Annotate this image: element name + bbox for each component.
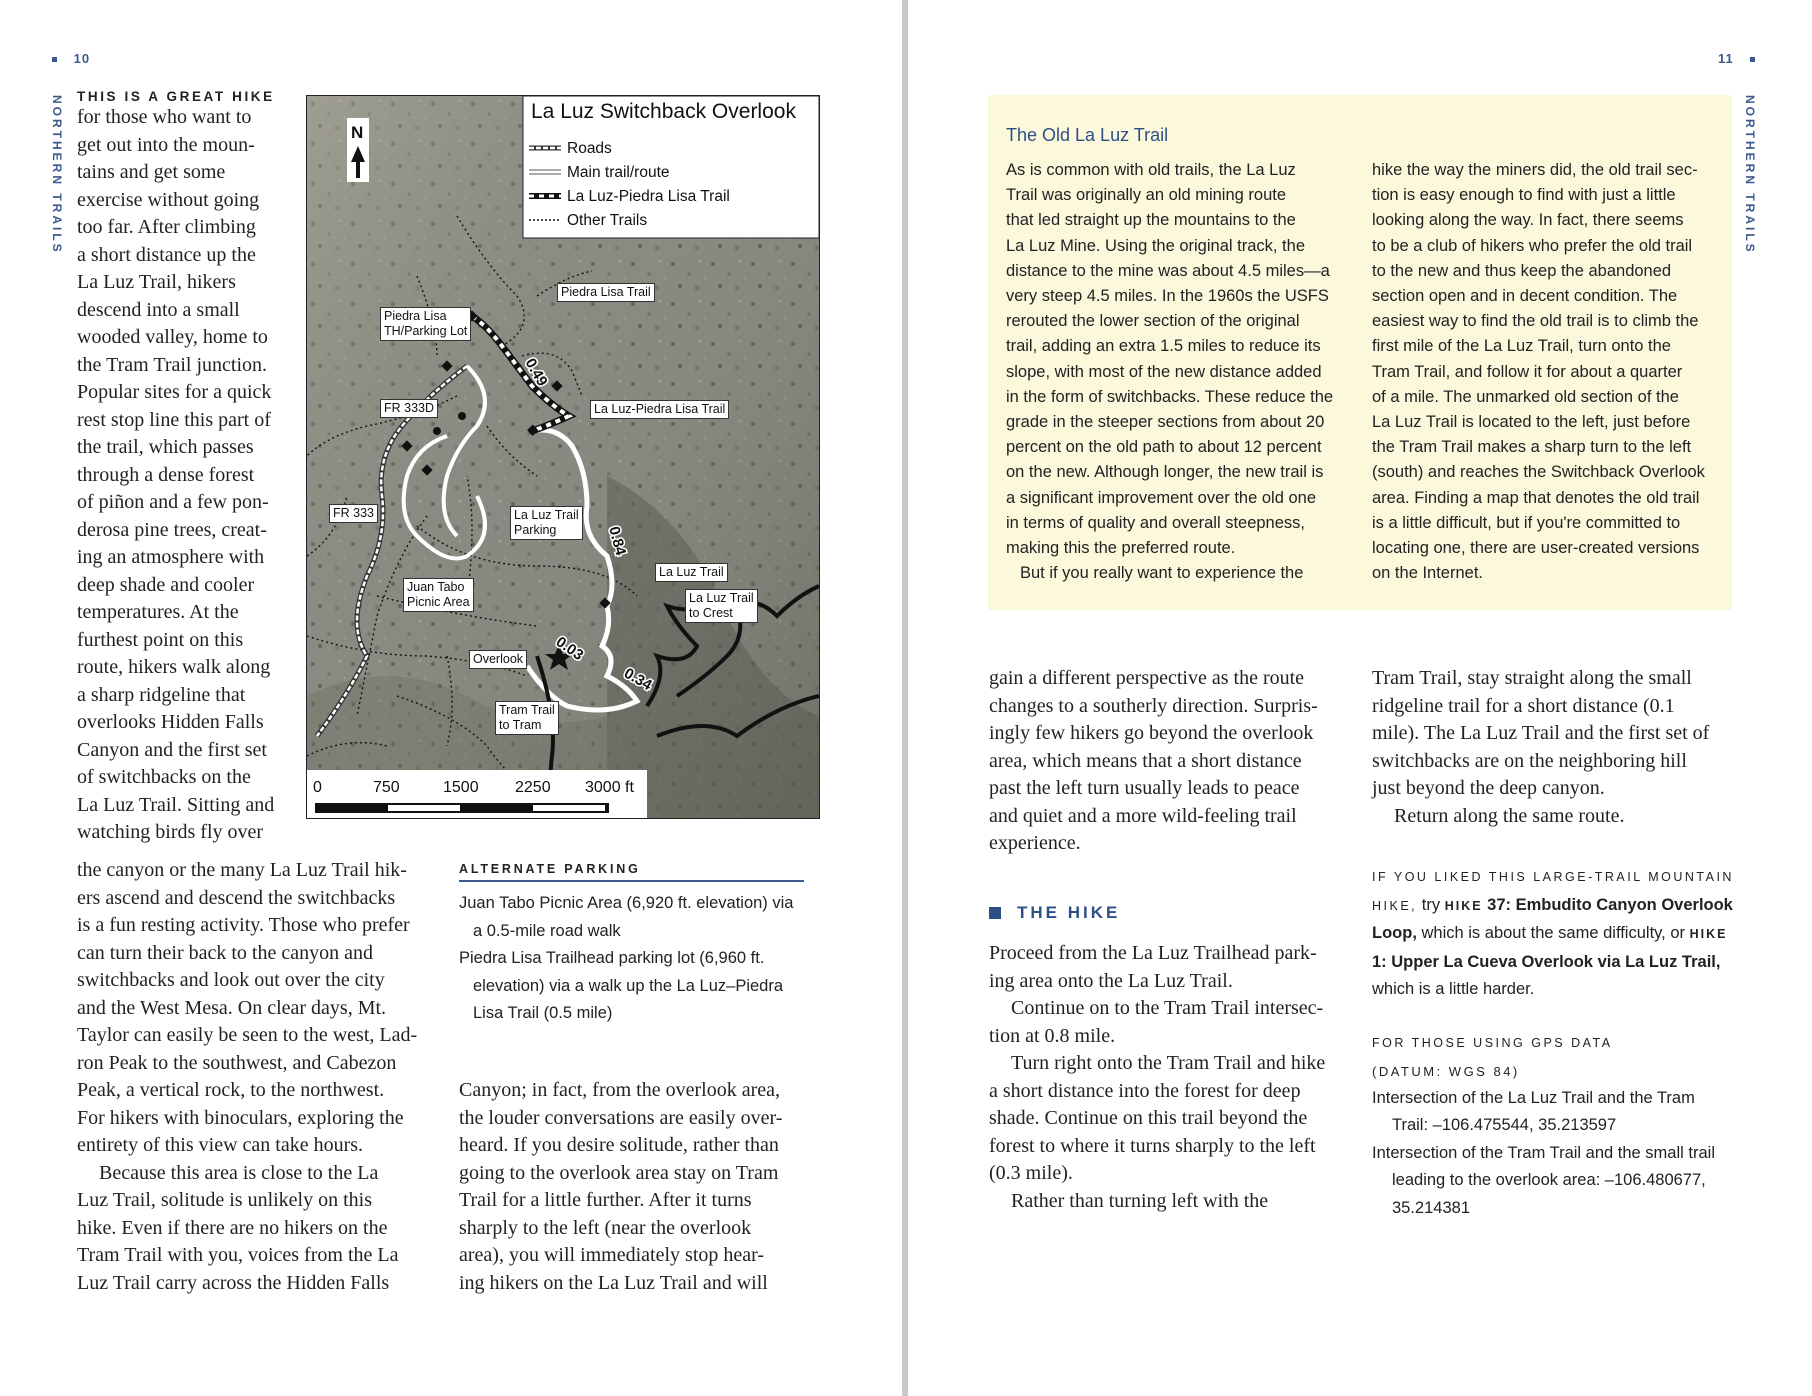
sidebar-line: rerouted the lower section of the original [1006, 312, 1300, 331]
column-1-line: the canyon or the many La Luz Trail hik- [77, 859, 407, 881]
sidebar-line: slope, with most of the new distance added [1006, 362, 1322, 381]
sidebar-line: tion is easy enough to find with just a little [1372, 186, 1676, 205]
sidebar-line: to be a club of hikers who prefer the old trail [1372, 236, 1693, 255]
page-marker-square [1750, 57, 1755, 62]
map-graphic [307, 96, 819, 818]
intro-line: furthest point on this [77, 628, 244, 651]
left-running-head: NORTHERN TRAILS [50, 95, 64, 255]
column-1-line: Peak, a vertical rock, to the northwest. [77, 1079, 385, 1101]
intro-line: descend into a small [77, 298, 240, 321]
sidebar-line: percent on the old path to about 12 percent [1006, 438, 1322, 457]
column-1-line: Luz Trail carry across the Hidden Falls [77, 1271, 390, 1294]
map-label-fr333d: FR 333D [380, 399, 438, 418]
sidebar-line: Tram Trail, and follow it for about a quarter [1372, 362, 1683, 381]
column-2-line: Canyon; in fact, from the overlook area, [459, 1079, 780, 1101]
intro-line: overlooks Hidden Falls [77, 711, 264, 733]
sidebar-line: to the new and thus keep the abandoned [1372, 261, 1672, 280]
hike-heading: THE HIKE [989, 903, 1120, 923]
scale-bar [307, 770, 647, 818]
column-2-line: area), you will immediately stop hear- [459, 1244, 765, 1266]
hike-1-link[interactable]: 1: Upper La Cueva Overlook via La Luz Trail, [1372, 952, 1721, 971]
intro-line: through a dense forest [77, 463, 255, 486]
column-1-line: Because this area is close to the La [99, 1161, 379, 1184]
column-1-line: hike. Even if there are no hikers on the [77, 1216, 388, 1239]
sidebar-line: La Luz Mine. Using the original track, the [1006, 236, 1305, 255]
intro-line: of piñon and a few pon- [77, 491, 269, 513]
distance-label: 0.49 [521, 355, 551, 390]
sidebar-line: La Luz Trail is located to the left, just before [1372, 413, 1691, 432]
intro-line: La Luz Trail. Sitting and [77, 793, 275, 816]
hike-line: forest to where it turns sharply to the left [989, 1134, 1316, 1157]
sidebar-line: that led straight up the mountains to the [1006, 211, 1296, 230]
alternate-parking-heading: ALTERNATE PARKING [459, 862, 641, 876]
lead-in: THIS IS A GREAT HIKE [77, 89, 275, 104]
sidebar-line: distance to the mine was about 4.5 miles—a [1006, 261, 1330, 280]
distance-label: 0.03 [552, 633, 587, 665]
column-a-line: experience. [989, 832, 1081, 854]
sidebar-line: locating one, there are user-created versions [1372, 539, 1700, 558]
sidebar-line: Trail was originally an old mining route [1006, 186, 1287, 205]
alternate-parking-list [459, 890, 804, 1028]
gps-datum: (DATUM: WGS 84) [1372, 1063, 1520, 1079]
intro-line: wooded valley, home to [77, 326, 268, 348]
intro-line: exercise without going [77, 188, 260, 211]
page-marker-square [52, 57, 57, 62]
map-label-laluz-piedra: La Luz-Piedra Lisa Trail [590, 400, 729, 419]
scale-750: 750 [373, 779, 400, 796]
column-a-line: ingly few hikers go beyond the overlook [989, 722, 1314, 744]
north-label: N [351, 123, 364, 142]
intro-line: of switchbacks on the [77, 766, 251, 788]
alt-parking-item: Piedra Lisa Trailhead parking lot (6,960 ft. elevation) via a walk up the La Luz–Piedra Lisa Trail (0.5 mile) [459, 949, 784, 1022]
gps-data [1372, 1030, 1737, 1222]
map-label-piedra-lisa-trail: Piedra Lisa Trail [557, 283, 655, 302]
scale-3000: 3000 ft [585, 779, 634, 796]
gps-item: Intersection of the La Luz Trail and the Tram Trail: –106.475544, 35.213597 [1372, 1088, 1695, 1134]
map-label-tram-trail: Tram Trail to Tram [495, 701, 559, 735]
sidebar-line: section open and in decent condition. The [1372, 287, 1678, 306]
legend-main-trail: Main trail/route [567, 164, 670, 181]
hike-1-label: HIKE [1689, 927, 1728, 941]
intro-line: tains and get some [77, 161, 226, 183]
trail-map [306, 95, 820, 819]
map-label-laluz-crest: La Luz Trail to Crest [685, 589, 758, 623]
sidebar-title: The Old La Luz Trail [1006, 125, 1169, 145]
sidebar-column-1 [1006, 158, 1356, 586]
hike-heading-square [989, 907, 1001, 919]
intro-line: a sharp ridgeline that [77, 683, 246, 706]
hike-line: a short distance into the forest for deep [989, 1079, 1301, 1102]
sidebar-line: on the Internet. [1372, 564, 1483, 583]
hike-line: tion at 0.8 mile. [989, 1024, 1116, 1047]
sidebar-line: on the new. Although longer, the new trail is [1006, 463, 1324, 482]
column-1-line: Taylor can easily be seen to the west, Lad- [77, 1024, 418, 1046]
column-b-line: mile). The La Luz Trail and the first set of [1372, 722, 1710, 744]
distance-label: 0.84 [605, 524, 630, 558]
sidebar-line: the Tram Trail makes a sharp turn to the left [1372, 438, 1692, 457]
column-2-line: Trail for a little further. After it turns [459, 1189, 752, 1211]
column-1-line: and the West Mesa. On clear days, Mt. [77, 996, 387, 1019]
left-column-2 [459, 1077, 819, 1297]
column-b-line: switchbacks are on the neighboring hill [1372, 749, 1687, 772]
column-2-line: heard. If you desire solitude, rather than [459, 1134, 779, 1156]
legend-other-trails: Other Trails [567, 212, 648, 229]
hike-line: Proceed from the La Luz Trailhead park- [989, 942, 1317, 964]
column-1-lines [77, 857, 447, 1160]
sidebar-line: area. Finding a map that denotes the old trail [1372, 488, 1700, 507]
hike-37-link[interactable]: 37: Embudito Canyon Overlook Loop, [1372, 895, 1733, 942]
intro-line: temperatures. At the [77, 601, 239, 623]
hike-line: shade. Continue on this trail beyond the [989, 1107, 1308, 1129]
intro-line: watching birds fly over [77, 821, 264, 843]
hike-line: Continue on to the Tram Trail intersec- [1011, 997, 1324, 1019]
column-b-last-line: Return along the same route. [1394, 804, 1625, 827]
map-label-fr333: FR 333 [329, 504, 378, 523]
column-2-line: the louder conversations are easily over- [459, 1106, 783, 1129]
map-label-laluz-parking: La Luz Trail Parking [510, 506, 583, 540]
sidebar-line: (south) and reaches the Switchback Overlook [1372, 463, 1705, 482]
if-you-liked: IF YOU LIKED THIS LARGE-TRAIL MOUNTAIN HIKE, try HIKE 37: Embudito Canyon Overlook Loop, which is about the same difficulty, or HIKE 1: Upper La Cueva Overlook via La Luz Trail, which is a little harder. [1372, 870, 1734, 998]
sidebar-line: a significant improvement over the old one [1006, 488, 1317, 507]
column-a-line: and quiet and a more wild-feeling trail [989, 804, 1297, 827]
intro-narrow-column [77, 88, 302, 847]
column-1-line: ron Peak to the southwest, and Cabezon [77, 1051, 397, 1074]
column-1-line: is a fun resting activity. Those who prefer [77, 914, 410, 936]
right-page-number: 11 [1718, 51, 1755, 66]
sidebar-line: grade in the steeper sections from about 20 [1006, 413, 1325, 432]
alternate-parking [459, 862, 804, 1028]
right-column-a [989, 665, 1359, 858]
gps-heading: FOR THOSE USING GPS DATA [1372, 1036, 1613, 1050]
map-legend [523, 96, 819, 238]
sidebar-line: in terms of quality and overall steepness, [1006, 513, 1305, 532]
sidebar-line: But if you really want to experience the [1020, 564, 1304, 583]
column-a-line: area, which means that a short distance [989, 749, 1302, 772]
sidebar-line: first mile of the La Luz Trail, turn onto the [1372, 337, 1671, 356]
scale-0: 0 [313, 779, 322, 796]
intro-line: the trail, which passes [77, 436, 254, 458]
left-page-number: 10 [52, 51, 90, 66]
intro-lines [77, 104, 302, 847]
left-column-1 [77, 857, 447, 1297]
intro-line: rest stop line this part of [77, 408, 271, 431]
intro-line: deep shade and cooler [77, 573, 255, 596]
sidebar-line: trail, adding an extra 1.5 miles to reduce its [1006, 337, 1321, 356]
sidebar-line: is a little difficult, but if you're committed to [1372, 513, 1681, 532]
column-b-line: just beyond the deep canyon. [1372, 777, 1605, 799]
column-a-line: changes to a southerly direction. Surpris- [989, 694, 1318, 717]
sidebar-line: As is common with old trails, the La Luz [1006, 161, 1296, 179]
column-a-line: past the left turn usually leads to peace [989, 777, 1300, 799]
map-label-piedra-lisa-th: Piedra Lisa TH/Parking Lot [380, 307, 471, 341]
sidebar-line: of a mile. The unmarked old section of the [1372, 387, 1679, 406]
scale-1500: 1500 [443, 779, 479, 796]
column-2-line: sharply to the left (near the overlook [459, 1216, 752, 1239]
sidebar-line: in the form of switchbacks. These reduce the [1006, 387, 1334, 406]
column-1-line: switchbacks and look out over the city [77, 969, 385, 991]
column-1-line: Luz Trail, solitude is unlikely on this [77, 1189, 373, 1211]
intro-line: Popular sites for a quick [77, 381, 272, 403]
column-1-line: can turn their back to the canyon and [77, 941, 373, 964]
column-1-line: Tram Trail with you, voices from the La [77, 1244, 399, 1266]
hike-line: Rather than turning left with the [1011, 1189, 1269, 1212]
map-title: La Luz Switchback Overlook [531, 100, 796, 123]
map-label-overlook: Overlook [469, 650, 527, 669]
sidebar-line: hike the way the miners did, the old trail sec- [1372, 161, 1698, 179]
sidebar-line: very steep 4.5 miles. In the 1960s the USFS [1006, 287, 1329, 306]
sidebar-column-2 [1372, 158, 1727, 586]
intro-line: a short distance up the [77, 243, 256, 266]
column-1-line: ers ascend and descend the switchbacks [77, 886, 396, 909]
column-b-line: ridgeline trail for a short distance (0.1 [1372, 694, 1675, 717]
gps-item: Intersection of the Tram Trail and the small trail leading to the overlook area: –106.480677, 35.214381 [1372, 1143, 1715, 1217]
map-label-juan-tabo: Juan Tabo Picnic Area [403, 578, 474, 612]
legend-roads: Roads [567, 140, 612, 157]
hike-line: Turn right onto the Tram Trail and hike [1011, 1052, 1326, 1074]
intro-line: get out into the moun- [77, 133, 255, 156]
intro-line: ing an atmosphere with [77, 546, 265, 568]
intro-line: derosa pine trees, creat- [77, 518, 267, 541]
sidebar-line: making this the preferred route. [1006, 539, 1236, 558]
hike-line: (0.3 mile). [989, 1162, 1073, 1184]
column-2-lines [459, 1077, 819, 1297]
hike-directions [989, 940, 1359, 1215]
column-b-line: Tram Trail, stay straight along the small [1372, 667, 1692, 689]
distance-label: 0.34 [621, 664, 655, 695]
right-running-head: NORTHERN TRAILS [1743, 95, 1757, 255]
column-2-line: going to the overlook area stay on Tram [459, 1161, 779, 1184]
hike-line: ing area onto the La Luz Trail. [989, 969, 1233, 992]
column-1-paragraph-2 [77, 1160, 447, 1298]
map-label-laluz-trail: La Luz Trail [655, 563, 728, 582]
intro-line: route, hikers walk along [77, 656, 271, 678]
right-column-b [1372, 665, 1742, 830]
if-you-liked-lead: IF YOU LIKED THIS LARGE-TRAIL MOUNTAIN HIKE, [1372, 870, 1734, 913]
book-gutter [902, 0, 908, 1396]
sidebar-line: easiest way to find the old trail is to climb the [1372, 312, 1699, 331]
column-2-line: ing hikers on the La Luz Trail and will [459, 1271, 768, 1294]
scale-2250: 2250 [515, 779, 551, 796]
alt-parking-item: Juan Tabo Picnic Area (6,920 ft. elevation) via a 0.5-mile road walk [459, 894, 794, 940]
intro-line: too far. After climbing [77, 216, 256, 238]
north-arrow-icon [347, 118, 369, 182]
hike-37-label: HIKE [1444, 898, 1483, 913]
column-1-line: entirety of this view can take hours. [77, 1134, 364, 1156]
legend-piedra-lisa: La Luz-Piedra Lisa Trail [567, 188, 730, 205]
alternate-parking-rule [459, 880, 804, 882]
intro-line: Canyon and the first set [77, 738, 267, 761]
intro-line: La Luz Trail, hikers [77, 271, 236, 293]
column-1-line: For hikers with binoculars, exploring the [77, 1106, 404, 1129]
intro-line: for those who want to [77, 106, 252, 128]
intro-line: the Tram Trail junction. [77, 353, 268, 376]
column-a-line: gain a different perspective as the route [989, 667, 1305, 689]
sidebar-line: looking along the way. In fact, there seems [1372, 211, 1684, 230]
